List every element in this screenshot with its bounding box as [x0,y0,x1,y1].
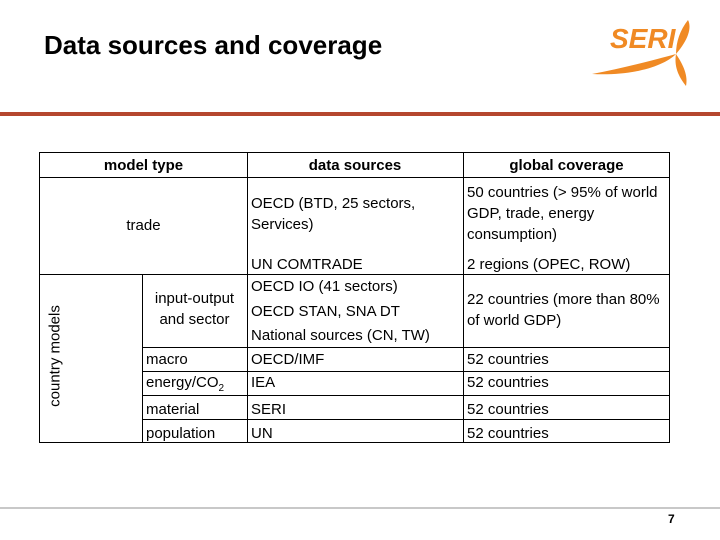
io-source-national: National sources (CN, TW) [251,327,430,344]
io-source-oecd-stan: OECD STAN, SNA DT [251,303,400,320]
trade-coverage-50: 50 countries (> 95% of world GDP, trade, energy consumption) [467,184,658,243]
logo-leaf [676,20,690,54]
logo-swoosh [592,54,676,74]
header-divider [0,112,720,116]
seri-logo [584,14,704,92]
col-divider-1 [247,153,248,443]
country-models-label: country models [46,305,64,407]
row-energy-coverage: 52 countries [467,374,549,391]
header-model-type: model type [103,157,184,174]
row-energy-type-text: energy/CO [146,374,219,391]
io-source-oecd-io: OECD IO (41 sectors) [251,278,398,295]
row-population-type: population [146,425,216,442]
col-divider-2 [463,153,464,443]
io-label: input-output and sector [154,290,235,328]
row-divider-io [142,347,670,348]
row-material-coverage: 52 countries [467,401,549,418]
logo-text: SERI [610,23,676,54]
header-data-sources: data sources [308,157,402,174]
trade-coverage-regions: 2 regions (OPEC, ROW) [467,256,631,273]
page-number: 7 [668,512,675,526]
header-global-coverage: global coverage [509,157,624,174]
io-coverage: 22 countries (more than 80% of world GDP) [467,291,660,329]
row-macro-source: OECD/IMF [251,351,325,368]
data-sources-table [39,152,670,443]
row-material-type: material [146,401,200,418]
row-divider-header [40,177,670,178]
slide-title: Data sources and coverage [44,30,383,60]
logo-leaf-2 [675,54,686,86]
trade-label: trade [126,217,161,234]
trade-sources-comtrade: UN COMTRADE [251,256,363,273]
row-macro-coverage: 52 countries [467,351,549,368]
row-population-source: UN [251,425,273,442]
row-population-coverage: 52 countries [467,425,549,442]
trade-sources-oecd: OECD (BTD, 25 sectors, Services) [251,195,416,233]
row-macro-type: macro [146,351,188,368]
row-energy-source: IEA [251,374,276,391]
footer-divider [0,507,720,509]
row-material-source: SERI [251,401,287,418]
row-energy-type [146,372,246,399]
row-energy-type-sub: 2 [218,383,225,394]
